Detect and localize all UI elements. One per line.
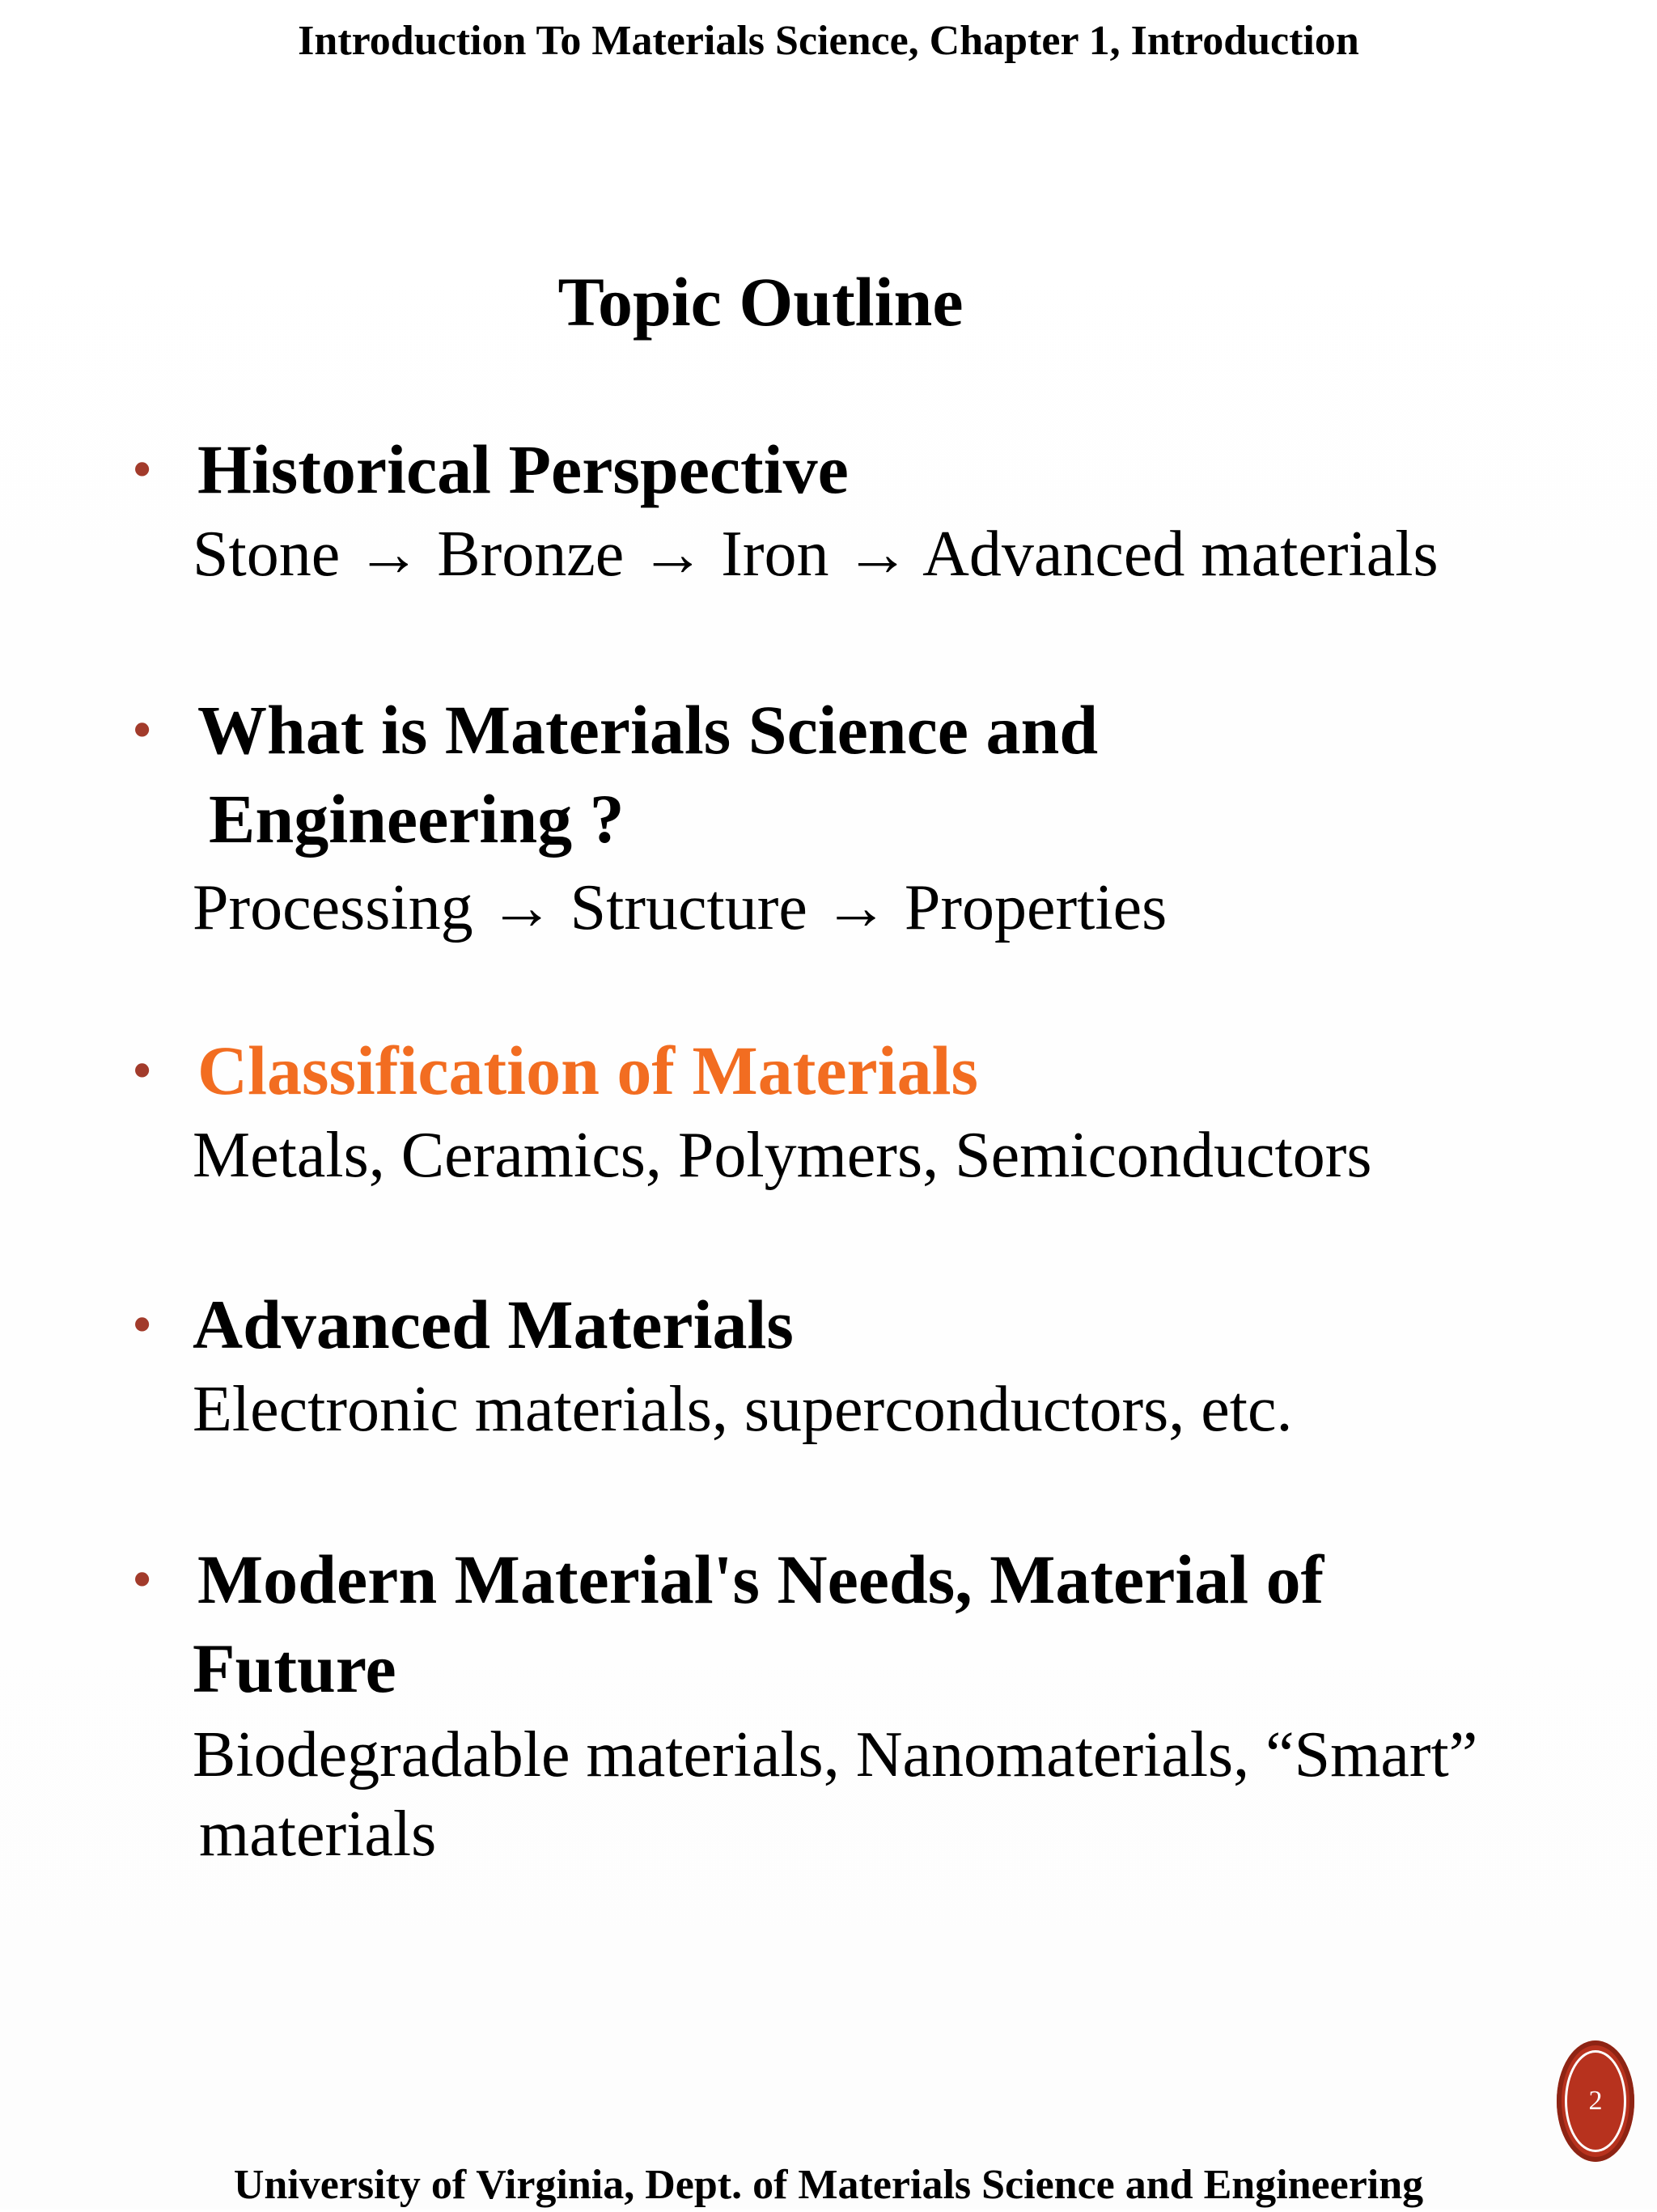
item-detail: Metals, Ceramics, Polymers, Semiconductors (193, 1120, 1372, 1191)
item-detail: Electronic materials, superconductors, etc. (193, 1374, 1293, 1445)
page-number-badge (1557, 2040, 1634, 2162)
page-title: Topic Outline (557, 263, 964, 341)
item-heading: Advanced Materials (193, 1286, 794, 1363)
bullet-marker: • (132, 1038, 153, 1103)
item-heading: Historical Perspective (197, 430, 849, 508)
page-footer: University of Virginia, Dept. of Materials Science and Engineering (233, 2162, 1424, 2208)
bullet-marker: • (132, 437, 153, 502)
item-detail: Stone → Bronze → Iron → Advanced materials (193, 519, 1439, 590)
item-heading-continued: Future (193, 1629, 396, 1707)
bullet-marker: • (132, 697, 153, 762)
bullet-marker: • (132, 1292, 153, 1357)
item-detail-continued: materials (199, 1799, 437, 1870)
item-detail: Biodegradable materials, Nanomaterials, “Smart” (193, 1719, 1478, 1790)
item-heading-highlighted: Classification of Materials (197, 1032, 978, 1109)
page-header: Introduction To Materials Science, Chapter 1, Introduction (298, 18, 1359, 64)
page-number: 2 (1588, 2086, 1603, 2116)
bullet-marker: • (132, 1547, 153, 1612)
item-heading: Modern Material's Needs, Material of (197, 1540, 1324, 1618)
item-detail: Processing → Structure → Properties (193, 872, 1168, 943)
item-heading-continued: Engineering ? (209, 780, 625, 858)
item-heading: What is Materials Science and (197, 691, 1099, 769)
